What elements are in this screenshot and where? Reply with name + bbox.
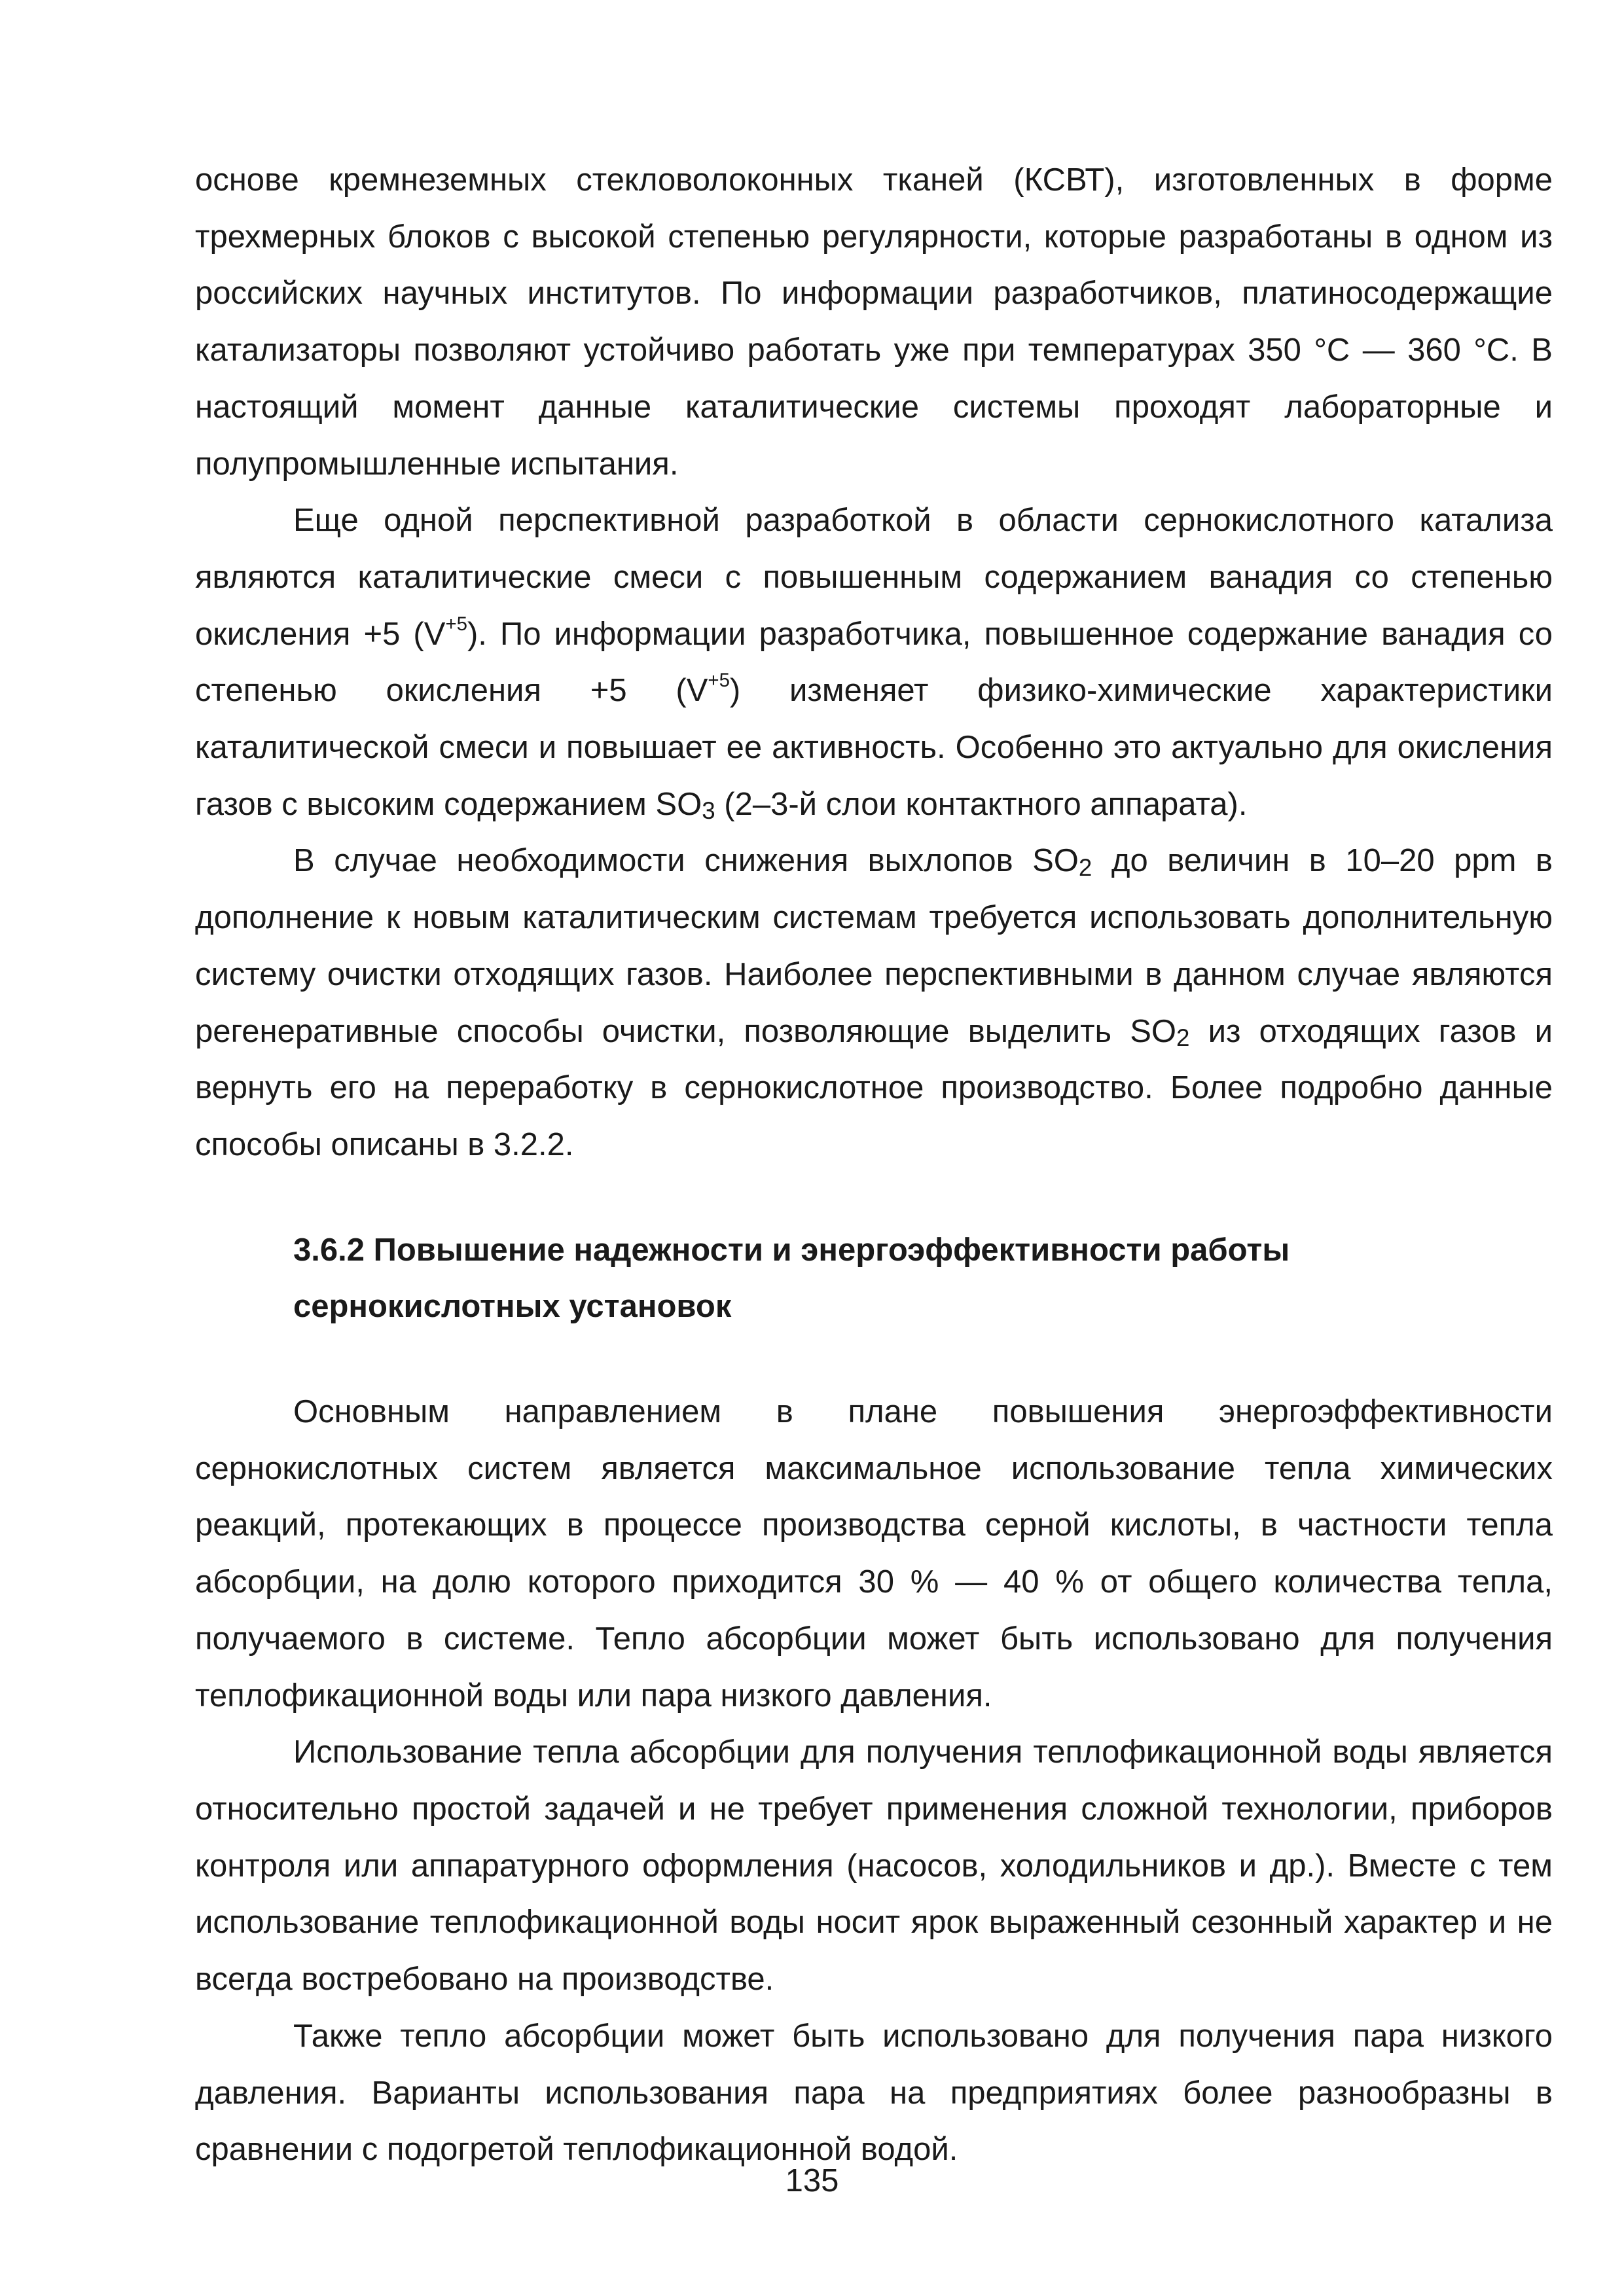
text-segment: Еще одной перспективной разработкой в области сернокислотного катализа являются каталитические смеси с повышенным содержанием ванадия со степенью окисления +5 (V: [195, 503, 1553, 652]
page-number: 135: [785, 2163, 839, 2198]
section-heading-line: 3.6.2 Повышение надежности и энергоэффективности работы: [293, 1232, 1290, 1268]
paragraph-kcvt-catalysts: основе кремнеземных стекловолоконных тканей (КСВТ), изготовленных в форме трехмерных блоков с высокой степенью регулярности, которые разработаны в одном из российских научных институтов. По информации разработчиков, платиносодержащие катализаторы позволяют устойчиво работать уже при температурах 350 °С — 360 °С. В настоящий момент данные каталитические системы проходят лабораторные и полупромышленные испытания.: [195, 162, 1553, 482]
text-segment: из отходящих газов и вернуть его на переработку в сернокислотное производство. Более подробно данные способы описаны в 3.2.2.: [195, 1013, 1553, 1162]
paragraph-vanadium-mixtures: [195, 492, 1553, 833]
subscript: 2: [1176, 1024, 1190, 1052]
section-heading: [293, 1222, 1553, 1335]
paragraph-so2-cleanup: [195, 833, 1553, 1173]
subscript: 2: [1078, 854, 1092, 882]
text-segment: ). По информации разработчика, повышенное содержание ванадия со степенью окисления +5 (V: [195, 616, 1553, 709]
paragraph-low-pressure-steam: Также тепло абсорбции может быть использовано для получения пара низкого давления. Варианты использования пара на предприятиях более разнообразны в сравнении с подогретой теплофикационной водой.: [195, 2018, 1553, 2168]
subscript: 3: [702, 797, 715, 825]
text-segment: В случае необходимости снижения выхлопов SO: [293, 843, 1079, 879]
text-segment: (2–3-й слои контактного аппарата).: [715, 786, 1248, 822]
text-segment: ) изменяет физико-химические характеристики каталитической смеси и повышает ее активность. Особенно это актуально для окисления газов с высоким содержанием SO: [195, 673, 1553, 822]
section-heading-line: сернокислотных установок: [293, 1289, 732, 1325]
superscript: +5: [445, 613, 467, 635]
paragraph-energy-efficiency: Основным направлением в плане повышения энергоэффективности сернокислотных систем является максимальное использование тепла химических реакций, протекающих в процессе производства серной кислоты, в частности тепла абсорбции, на долю которого приходится 30 % — 40 % от общего количества тепла, получаемого в системе. Тепло абсорбции может быть использовано для получения теплофикационной воды или пара низкого давления.: [195, 1394, 1553, 1713]
text-segment: до величин в 10–20 ppm в дополнение к новым каталитическим системам требуется использовать дополнительную систему очистки отходящих газов. Наиболее перспективными в данном случае являются регенеративные способы очистки, позволяющие выделить SO: [195, 843, 1553, 1049]
superscript: +5: [708, 670, 730, 692]
document-page: [195, 152, 1553, 2178]
paragraph-heating-water: Использование тепла абсорбции для получения теплофикационной воды является относительно простой задачей и не требует применения сложной технологии, приборов контроля или аппаратурного оформления (насосов, холодильников и др.). Вместе с тем использование теплофикационной воды носит ярок выраженный сезонный характер и не всегда востребовано на производстве.: [195, 1734, 1553, 1998]
